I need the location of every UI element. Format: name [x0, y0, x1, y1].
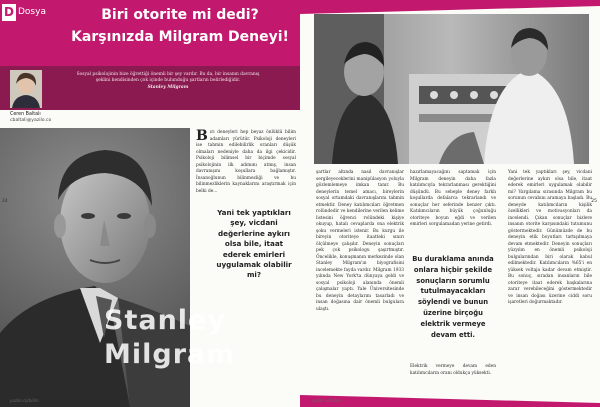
section-name: Dosya	[18, 7, 46, 17]
intro-line-2: şeklini kendisinden çok içinde bulunduğu şartların belirlediğidir.	[95, 78, 241, 84]
intro-author: Stanley Milgram	[147, 84, 189, 90]
lab-photo	[314, 14, 589, 164]
footer-left: yazilo.co/bilim	[10, 398, 39, 403]
footer-right: yazilo.co/bilim	[312, 398, 341, 403]
section-letter: D	[2, 4, 16, 21]
right-column-1: şartlar altında nasıl davranışlar sergileyeceklerini manipülasyon yoluyla gözlemlemeye imkan tanır. Bu deneylerin temel amacı, bireylerin sosyal ortamdaki davranışlarını tahmin etmektir. Deney katılımcıları öğretmen rolündedir ve kendilerine verilen kelime listesini öğrenci rolündeki kişiye okuyup, hatalı cevaplarda ona elektrik şoku vermeleri istenir. Bu kurgu ile bireyin otoriteye itaatteki sınırı ölçülmeye çalışılır. Deneyin sonuçları pek çok psikologu şaşırtmıştır. Öncelikle, konuşmanın merkezinde olan Stanley Milgram'ın biyografisini incelemekte fayda vardır. Milgram 1933 yılında New York'ta dünyaya geldi ve sosyal psikoloji alanında önemli çalışmalar yaptı. Yale Üniversitesinde bu deneyin detaylarını tasarladı ve insan doğasına dair önemli bulgulara ulaştı.	[316, 170, 404, 312]
right-column-2: hazırlamayacağını saptamak için Milgram deneyin daha fazla katılımcıyla tekrarlanması gerektiğini düşündü. Bu sebeple deney farklı koşullarda defalarca tekrarlandı ve sonuçlar her seferinde benzer çıktı. Katılımcıların büyük çoğunluğu otoriteye boyun eğdi ve verilen emirleri sorgulamadan yerine getirdi.	[410, 170, 496, 227]
intro-text	[50, 72, 286, 91]
big-name	[104, 304, 235, 372]
big-name-last: Milgram	[104, 339, 236, 370]
left-body-paragraph: ırı deneyleri hep beyaz önlüklü bilim adamları yürütür. Psikoloji deneyleri ise tahmin edilebilirlik oranları düşük olmaları nedeniyle daha da ilgi çekicidir. Psikoloji bilimsel bir biçimde sosyal psikolojinin ilk adımını atmış, insan davranışını koşullara bağlamıştır. İnsanoğlunun bilinmezliği ve bu bilinmezliklerin kaynaklarını araştırmak için belki de...	[196, 130, 296, 194]
headline-line-1: Biri otorite mi dedi?	[101, 7, 259, 23]
right-page	[300, 0, 600, 407]
right-column-2-continued: Elektrik vermeye devam eden katılımcıların oranı oldukça yüksekti.	[410, 364, 496, 376]
left-body-text	[196, 130, 296, 196]
dropcap: B	[196, 128, 208, 144]
author-email[interactable]: cbaltali@yazilo.co	[10, 118, 52, 123]
big-name-first: Stanley	[104, 305, 226, 336]
pull-quote-left: Yani tek yaptıkları şey, vicdani değerlerine aykırı olsa bile, itaat ederek emirleri uygulamak olabilir mi?	[216, 208, 292, 280]
right-column-3: Yani tek yaptıkları şey, vicdani değerlerine aykırı olsa bile, itaat ederek emirleri uygulamak olabilir mi? Vargılama sırasında Milgram bu sorunun cevabını aramaya başladı. Bu deneyde katılımcıların kişilik özellikleri ve motivasyonları da incelendi. Çıkan sonuçlar bizlere insanın otorite karşısındaki tutumunu göstermektedir. Günümüzde de bu deneyin etik boyutları tartışılmaya devam etmektedir. Deneyin sonuçları yüzyılın en önemli psikoloji bulgularından biri olarak kabul edilmektedir. Katılımcıların %65'i en yüksek voltaja kadar devam etmiştir. Bu sonuç, sıradan insanların bile otoriteye itaat ederek başkalarına zarar verebileceğini göstermektedir ve insan doğası üzerine ciddi soru işaretleri doğurmaktadır.	[508, 170, 592, 305]
intro-line-1: Sosyal psikolojinin bize öğrettiği önemli bir şey vardır. Bu da, bir insanın davranış	[76, 72, 260, 77]
avatar	[10, 70, 42, 108]
pull-quote-right: Bu duraklama anında onlara hiçbir şekilde sonuçların sorumlu tutulmayacakları söylendi ve bunun üzerine birçoğu elektrik vermeye devam etti.	[412, 255, 494, 339]
page-number-left: 24	[2, 199, 8, 204]
page-title	[60, 4, 300, 48]
author-name: Ceren Baltalı	[10, 112, 41, 117]
page-number-right: 25	[591, 199, 597, 204]
bottom-accent-band	[300, 387, 600, 407]
headline-line-2: Karşınızda Milgram Deneyi!	[71, 29, 289, 45]
